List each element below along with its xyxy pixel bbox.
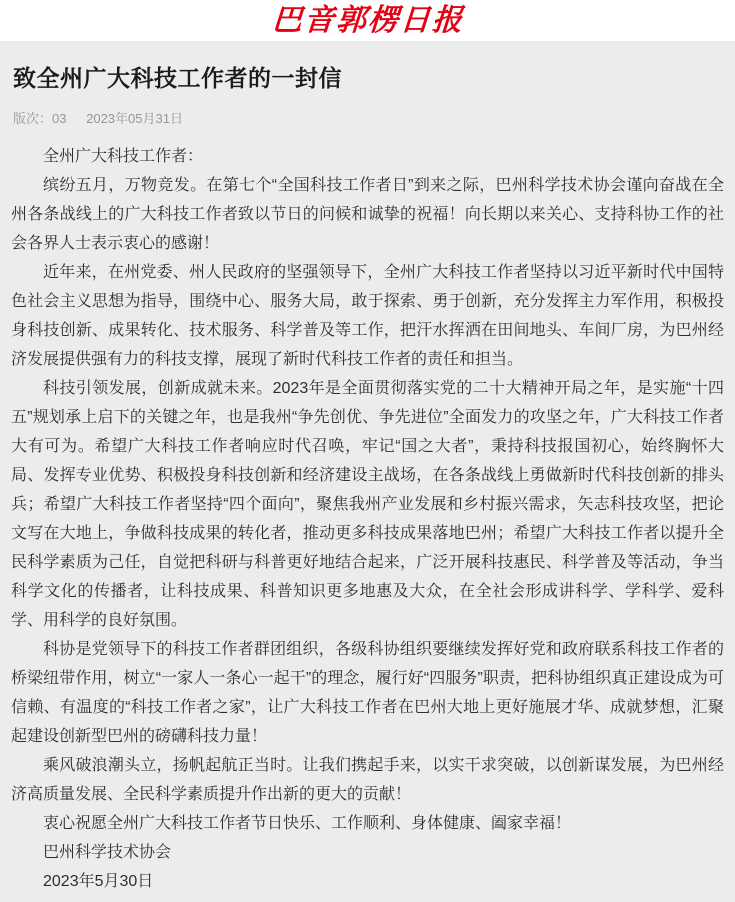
article-meta bbox=[11, 108, 724, 127]
body-paragraph: 科技引领发展，创新成就未来。2023年是全面贯彻落实党的二十大精神开局之年，是实施“十四五”规划承上启下的关键之年，也是我州“争先创优、争先进位”全面发力的攻坚之年，广大科技工作者大有可为。希望广大科技工作者响应时代召唤，牢记“国之大者”，秉持科技报国初心，始终胸怀大局、发挥专业优势、积极投身科技创新和经济建设主战场，在各条战线上勇做新时代科技创新的排头兵；希望广大科技工作者坚持“四个面向”，聚焦我州产业发展和乡村振兴需求，矢志科技攻坚，把论文写在大地上，争做科技成果的转化者，推动更多科技成果落地巴州；希望广大科技工作者以提升全民科学素质为己任，自觉把科研与科普更好地结合起来，广泛开展科技惠民、科学普及等活动，争当科学文化的传播者，让科技成果、科普知识更多地惠及大众，在全社会形成讲科学、学科学、爱科学、用科学的良好氛围。 bbox=[11, 380, 724, 629]
publish-date: 2023年05月31日 bbox=[86, 111, 183, 126]
article-body bbox=[11, 142, 724, 896]
masthead-logo[interactable]: 巴音郭楞日报 bbox=[270, 2, 465, 38]
salutation-paragraph: 全州广大科技工作者： bbox=[43, 148, 204, 165]
article-panel bbox=[0, 41, 735, 902]
body-paragraph: 近年来，在州党委、州人民政府的坚强领导下，全州广大科技工作者坚持以习近平新时代中国特色社会主义思想为指导，围绕中心、服务大局，敢于探索、勇于创新，充分发挥主力军作用，积极投身科技创新、成果转化、技术服务、科学普及等工作，把汗水挥洒在田间地头、车间厂房，为巴州经济发展提供强有力的科技支撑，展现了新时代科技工作者的责任和担当。 bbox=[11, 264, 724, 368]
edition-number: 03 bbox=[52, 111, 67, 126]
body-paragraph: 缤纷五月，万物竞发。在第七个“全国科技工作者日”到来之际，巴州科学技术协会谨向奋战在全州各条战线上的广大科技工作者致以节日的问候和诚挚的祝福！向长期以来关心、支持科协工作的社会各界人士表示衷心的感谢！ bbox=[11, 177, 724, 252]
wishes-paragraph: 衷心祝愿全州广大科技工作者节日快乐、工作顺利、身体健康、阖家幸福！ bbox=[43, 815, 572, 832]
signature-line: 巴州科学技术协会 bbox=[43, 844, 172, 861]
edition-label: 版次： bbox=[13, 111, 53, 126]
masthead bbox=[0, 0, 735, 41]
article-title: 致全州广大科技工作者的一封信 bbox=[13, 65, 342, 91]
body-paragraph: 乘风破浪潮头立，扬帆起航正当时。让我们携起手来，以实干求突破，以创新谋发展，为巴州经济高质量发展、全民科学素质提升作出新的更大的贡献！ bbox=[11, 757, 724, 803]
body-paragraph: 科协是党领导下的科技工作者群团组织，各级科协组织要继续发挥好党和政府联系科技工作者的桥梁纽带作用，树立“一家人一条心一起干”的理念，履行好“四服务”职责，把科协组织真正建设成为可信赖、有温度的“科技工作者之家”，让广大科技工作者在巴州大地上更好施展才华、成就梦想，汇聚起建设创新型巴州的磅礴科技力量！ bbox=[11, 641, 724, 745]
signature-date-line: 2023年5月30日 bbox=[43, 873, 154, 890]
